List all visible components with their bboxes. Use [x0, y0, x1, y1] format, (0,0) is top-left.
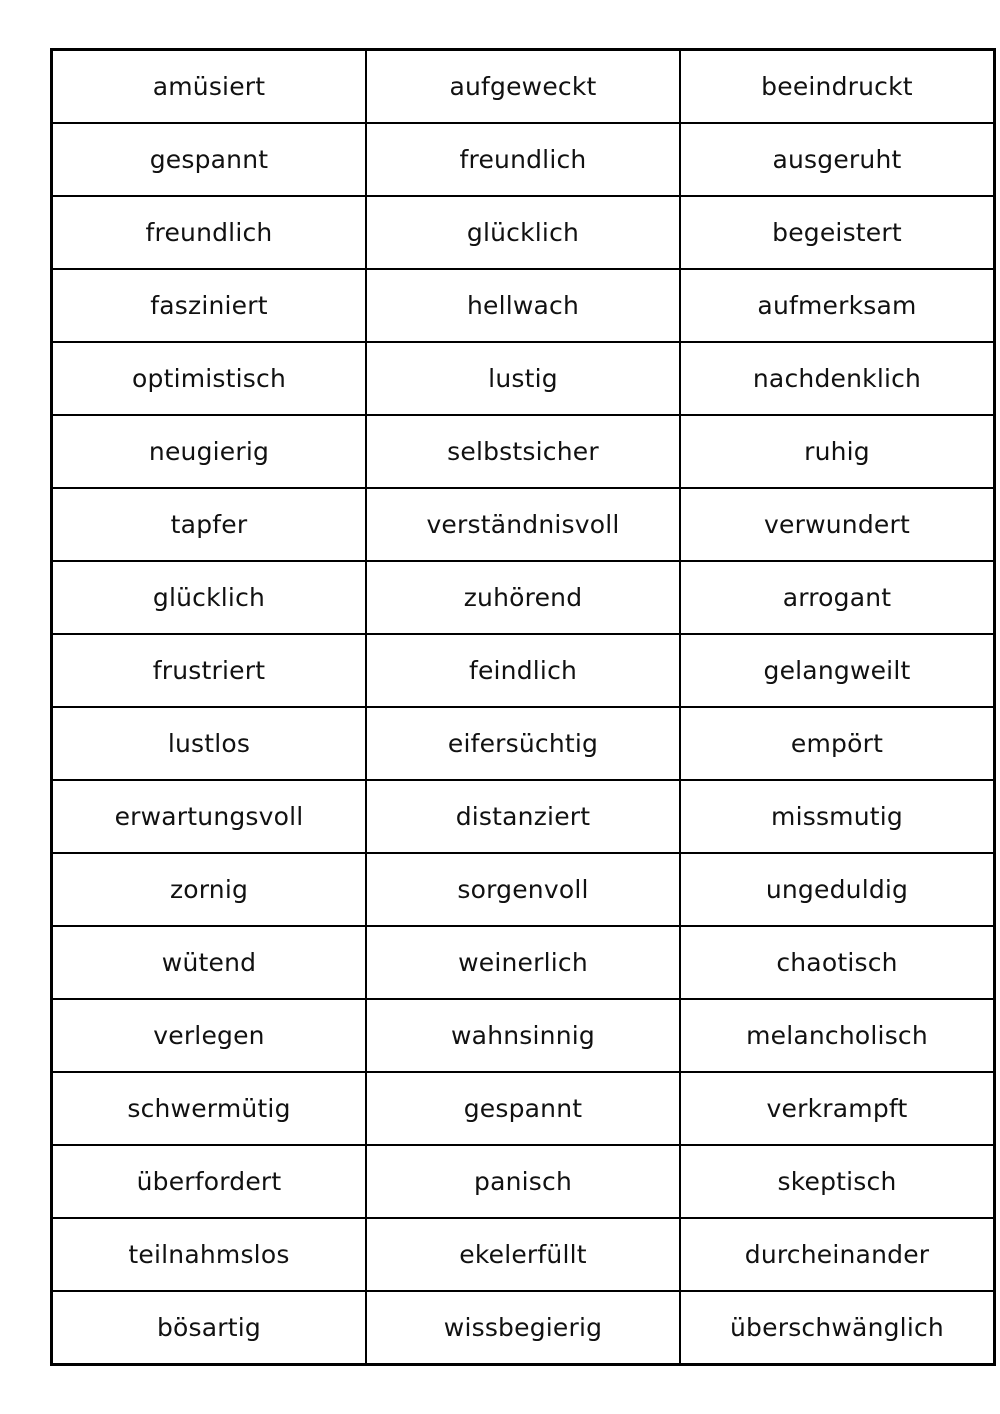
- word-cell: ausgeruht: [680, 123, 995, 196]
- word-cell: missmutig: [680, 780, 995, 853]
- word-cell: empört: [680, 707, 995, 780]
- table-row: [52, 853, 995, 926]
- word-cell: melancholisch: [680, 999, 995, 1072]
- word-cell: gespannt: [366, 1072, 680, 1145]
- word-table-body: [52, 50, 995, 1365]
- table-row: [52, 415, 995, 488]
- word-cell: distanziert: [366, 780, 680, 853]
- word-cell: durcheinander: [680, 1218, 995, 1291]
- table-row: [52, 1072, 995, 1145]
- table-row: [52, 780, 995, 853]
- table-row: [52, 342, 995, 415]
- word-cell: glücklich: [52, 561, 367, 634]
- table-row: [52, 1145, 995, 1218]
- word-cell: zornig: [52, 853, 367, 926]
- table-row: [52, 707, 995, 780]
- word-cell: teilnahmslos: [52, 1218, 367, 1291]
- word-cell: fasziniert: [52, 269, 367, 342]
- word-cell: ungeduldig: [680, 853, 995, 926]
- word-cell: chaotisch: [680, 926, 995, 999]
- word-cell: verwundert: [680, 488, 995, 561]
- word-cell: schwermütig: [52, 1072, 367, 1145]
- word-table-container: [50, 48, 950, 1366]
- word-cell: arrogant: [680, 561, 995, 634]
- word-cell: lustlos: [52, 707, 367, 780]
- word-cell: begeistert: [680, 196, 995, 269]
- word-cell: weinerlich: [366, 926, 680, 999]
- word-cell: gelangweilt: [680, 634, 995, 707]
- table-row: [52, 634, 995, 707]
- word-table: [50, 48, 996, 1366]
- word-cell: verständnisvoll: [366, 488, 680, 561]
- word-cell: neugierig: [52, 415, 367, 488]
- word-cell: amüsiert: [52, 50, 367, 124]
- word-cell: aufmerksam: [680, 269, 995, 342]
- table-row: [52, 1291, 995, 1365]
- word-cell: lustig: [366, 342, 680, 415]
- word-cell: freundlich: [52, 196, 367, 269]
- word-cell: feindlich: [366, 634, 680, 707]
- table-row: [52, 196, 995, 269]
- word-cell: eifersüchtig: [366, 707, 680, 780]
- word-cell: überfordert: [52, 1145, 367, 1218]
- table-row: [52, 488, 995, 561]
- table-row: [52, 561, 995, 634]
- word-cell: frustriert: [52, 634, 367, 707]
- word-cell: freundlich: [366, 123, 680, 196]
- word-cell: überschwänglich: [680, 1291, 995, 1365]
- table-row: [52, 123, 995, 196]
- word-cell: nachdenklich: [680, 342, 995, 415]
- word-cell: glücklich: [366, 196, 680, 269]
- word-cell: wütend: [52, 926, 367, 999]
- word-cell: ruhig: [680, 415, 995, 488]
- word-cell: tapfer: [52, 488, 367, 561]
- word-cell: skeptisch: [680, 1145, 995, 1218]
- word-cell: hellwach: [366, 269, 680, 342]
- word-cell: gespannt: [52, 123, 367, 196]
- word-cell: wahnsinnig: [366, 999, 680, 1072]
- word-cell: verkrampft: [680, 1072, 995, 1145]
- table-row: [52, 50, 995, 124]
- word-cell: ekelerfüllt: [366, 1218, 680, 1291]
- word-cell: zuhörend: [366, 561, 680, 634]
- table-row: [52, 999, 995, 1072]
- table-row: [52, 926, 995, 999]
- word-cell: beeindruckt: [680, 50, 995, 124]
- table-row: [52, 1218, 995, 1291]
- word-cell: selbstsicher: [366, 415, 680, 488]
- word-cell: erwartungsvoll: [52, 780, 367, 853]
- word-cell: aufgeweckt: [366, 50, 680, 124]
- word-cell: optimistisch: [52, 342, 367, 415]
- table-row: [52, 269, 995, 342]
- word-cell: bösartig: [52, 1291, 367, 1365]
- word-cell: sorgenvoll: [366, 853, 680, 926]
- word-cell: verlegen: [52, 999, 367, 1072]
- word-cell: wissbegierig: [366, 1291, 680, 1365]
- word-cell: panisch: [366, 1145, 680, 1218]
